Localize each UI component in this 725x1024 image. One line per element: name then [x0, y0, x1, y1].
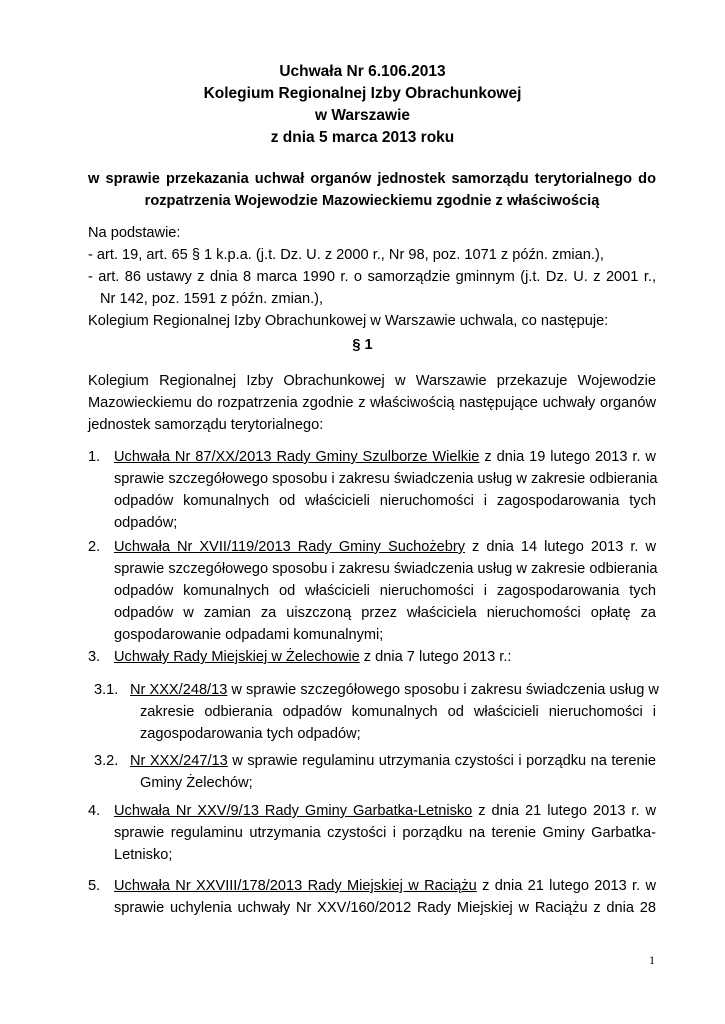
item-line: Uchwała Nr XXVIII/178/2013 Rady Miejskiej w Raciążu z dnia 21 lutego 2013 r. w [114, 878, 656, 894]
item-number: 1. [88, 449, 101, 465]
item-line: zakresie odbierania odpadów komunalnych od właścicieli nieruchomości i [140, 704, 656, 720]
page-number: 1 [649, 953, 655, 967]
resolution-link[interactable]: Nr XXX/248/13 [130, 682, 228, 698]
item-line: Nr XXX/248/13 w sprawie szczegółowego sposobu i zakresu świadczenia usług w [130, 682, 659, 698]
basis-closing: Kolegium Regionalnej Izby Obrachunkowej w Warszawie uchwala, co następuje: [88, 313, 609, 329]
list-item [88, 446, 656, 534]
document-title [0, 61, 725, 149]
item-line: Uchwały Rady Miejskiej w Żelechowie z dnia 7 lutego 2013 r.: [114, 649, 512, 665]
resolution-link[interactable]: Uchwały Rady Miejskiej w Żelechowie [114, 649, 360, 665]
item-line: odpadów komunalnych od właścicieli nieruchomości i zagospodarowania tych [114, 493, 656, 509]
item-number: 4. [88, 803, 101, 819]
list-item [88, 875, 656, 919]
document-subject [88, 168, 656, 212]
resolution-link[interactable]: Uchwała Nr 87/XX/2013 Rady Gminy Szulborze Wielkie [114, 449, 480, 465]
intro-line: jednostek samorządu terytorialnego: [88, 417, 324, 433]
subject-line: rozpatrzenia Wojewodzie Mazowieckiemu zgodnie z właściwością [144, 193, 600, 209]
item-line: sprawie regulaminu utrzymania czystości i porządku na terenie Gminy Garbatka- [114, 825, 656, 841]
resolution-link[interactable]: Uchwała Nr XXVIII/178/2013 Rady Miejskiej w Raciążu [114, 878, 477, 894]
item-line: sprawie uchylenia uchwały Nr XXV/160/2012 Rady Miejskiej w Raciążu z dnia 28 [114, 900, 656, 916]
title-issuer: Kolegium Regionalnej Izby Obrachunkowej [203, 85, 522, 102]
item-line: zagospodarowania tych odpadów; [140, 726, 361, 742]
basis-intro: Na podstawie: [88, 225, 181, 241]
list-item [88, 536, 656, 646]
title-date: z dnia 5 marca 2013 roku [270, 129, 455, 146]
title-resolution-number: Uchwała Nr 6.106.2013 [279, 63, 446, 80]
basis-article: - art. 19, art. 65 § 1 k.p.a. (j.t. Dz. U. z 2000 r., Nr 98, poz. 1071 z późn. zmian.), [88, 247, 604, 263]
list-item [88, 800, 656, 866]
item-line: Uchwała Nr XXV/9/13 Rady Gminy Garbatka-Letnisko z dnia 21 lutego 2013 r. w [114, 803, 656, 819]
subject-line: w sprawie przekazania uchwał organów jednostek samorządu terytorialnego do [88, 171, 656, 187]
resolution-link[interactable]: Uchwała Nr XXV/9/13 Rady Gminy Garbatka-Letnisko [114, 803, 473, 819]
item-line: gospodarowanie odpadami komunalnymi; [114, 627, 384, 643]
item-line: Nr XXX/247/13 w sprawie regulaminu utrzymania czystości i porządku na terenie [130, 753, 656, 769]
item-line: Uchwała Nr 87/XX/2013 Rady Gminy Szulborze Wielkie z dnia 19 lutego 2013 r. w [114, 449, 656, 465]
item-number: 2. [88, 539, 101, 555]
item-line: Uchwała Nr XVII/119/2013 Rady Gminy Suchożebry z dnia 14 lutego 2013 r. w [114, 539, 656, 555]
basis-article: - art. 86 ustawy z dnia 8 marca 1990 r. o samorządzie gminnym (j.t. Dz. U. z 2001 r., [88, 269, 656, 285]
intro-line: Mazowieckiemu do rozpatrzenia zgodnie z właściwością następujące uchwały organów [88, 395, 656, 411]
intro-line: Kolegium Regionalnej Izby Obrachunkowej w Warszawie przekazuje Wojewodzie [88, 373, 656, 389]
item-number: 3. [88, 649, 101, 665]
item-number: 3.2. [94, 753, 119, 769]
basis-article-cont: Nr 142, poz. 1591 z późn. zmian.), [100, 291, 324, 307]
item-line: odpadów; [114, 515, 178, 531]
item-line: odpadów w zamian za uiszczoną przez właściciela nieruchomości opłatę za [114, 605, 656, 621]
list-subitem [88, 679, 659, 745]
list-subitem [88, 750, 656, 794]
title-city: w Warszawie [314, 107, 411, 124]
section-heading: § 1 [352, 337, 373, 353]
resolution-link[interactable]: Nr XXX/247/13 [130, 753, 228, 769]
list-item [88, 646, 656, 668]
section-intro [88, 370, 656, 436]
item-number: 3.1. [94, 682, 119, 698]
item-line: odpadów komunalnych od właścicieli nieruchomości i zagospodarowania tych [114, 583, 656, 599]
item-line: sprawie szczegółowego sposobu i zakresu świadczenia usług w zakresie odbierania [114, 561, 658, 577]
legal-basis [88, 222, 656, 332]
resolution-link[interactable]: Uchwała Nr XVII/119/2013 Rady Gminy Suchożebry [114, 539, 466, 555]
item-line: sprawie szczegółowego sposobu i zakresu świadczenia usług w zakresie odbierania [114, 471, 658, 487]
item-number: 5. [88, 878, 101, 894]
item-line: Letnisko; [114, 847, 173, 863]
item-line: Gminy Żelechów; [140, 775, 253, 791]
